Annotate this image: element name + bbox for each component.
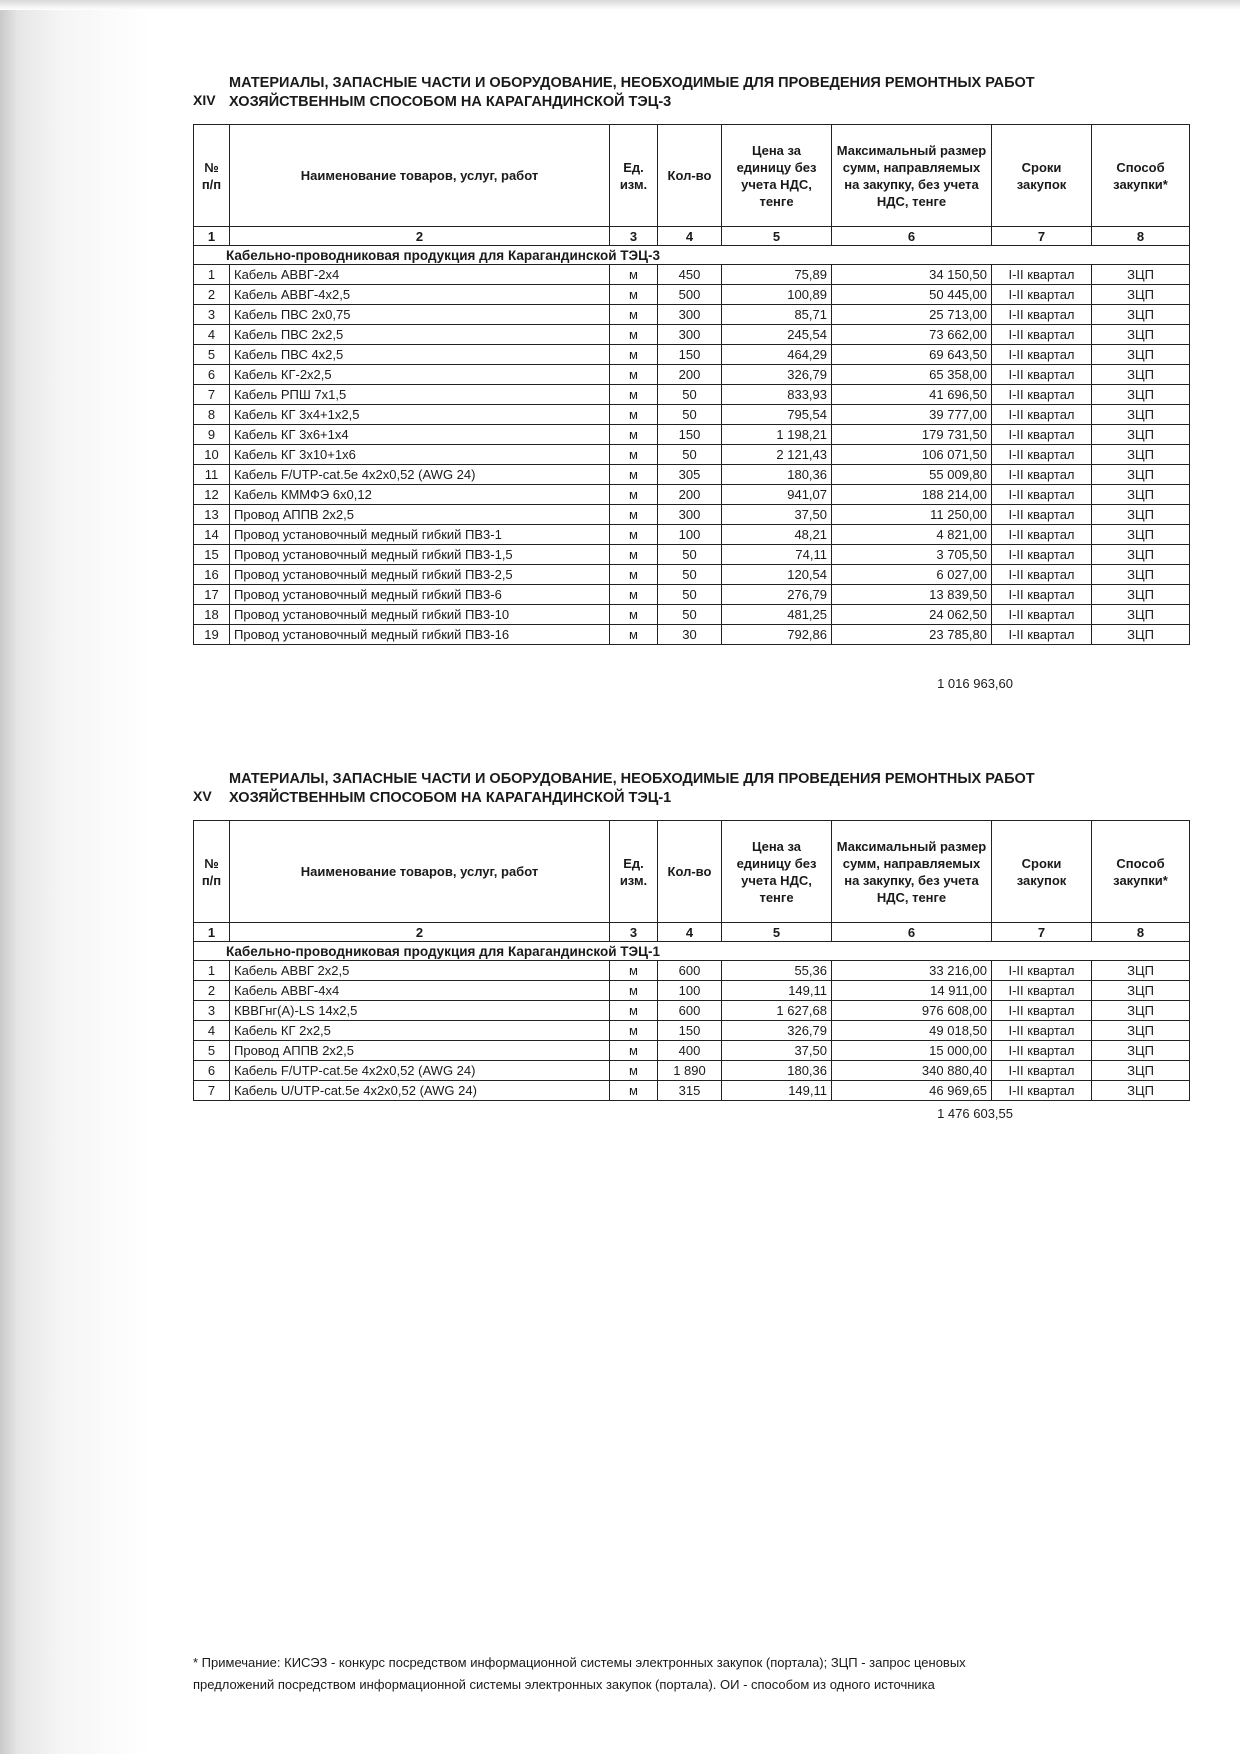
row-number: 7: [194, 385, 230, 405]
header-cell: Ед. изм.: [610, 125, 658, 227]
max-amount: 13 839,50: [832, 585, 992, 605]
column-number: 7: [992, 227, 1092, 246]
unit: м: [610, 265, 658, 285]
table-row: [194, 1041, 1190, 1061]
max-amount: 6 027,00: [832, 565, 992, 585]
section-title: [229, 770, 1169, 808]
item-name: Провод установочный медный гибкий ПВ3-2,5: [230, 565, 610, 585]
group-row: [194, 246, 1190, 265]
header-cell: Максимальный размер сумм, направляемых на закупку, без учета НДС, тенге: [832, 125, 992, 227]
quantity: 200: [658, 365, 722, 385]
column-number: 4: [658, 227, 722, 246]
header-cell: Цена за единицу без учета НДС, тенге: [722, 125, 832, 227]
max-amount: 15 000,00: [832, 1041, 992, 1061]
table-row: [194, 625, 1190, 645]
unit: м: [610, 405, 658, 425]
max-amount: 14 911,00: [832, 981, 992, 1001]
table-row: [194, 605, 1190, 625]
quantity: 50: [658, 545, 722, 565]
max-amount: 65 358,00: [832, 365, 992, 385]
procurement-method: ЗЦП: [1092, 485, 1190, 505]
table-row: [194, 565, 1190, 585]
header-row: [194, 821, 1190, 923]
table-row: [194, 1021, 1190, 1041]
item-name: Кабель F/UTP-cat.5e 4x2x0,52 (AWG 24): [230, 465, 610, 485]
procurement-method: ЗЦП: [1092, 1001, 1190, 1021]
procurement-method: ЗЦП: [1092, 325, 1190, 345]
header-cell: Сроки закупок: [992, 125, 1092, 227]
row-number: 10: [194, 445, 230, 465]
header-row: [194, 125, 1190, 227]
procurement-period: I-II квартал: [992, 565, 1092, 585]
row-number: 12: [194, 485, 230, 505]
procurement-method: ЗЦП: [1092, 1081, 1190, 1101]
unit-price: 941,07: [722, 485, 832, 505]
row-number: 2: [194, 981, 230, 1001]
item-name: Кабель РПШ 7х1,5: [230, 385, 610, 405]
procurement-method: ЗЦП: [1092, 305, 1190, 325]
quantity: 300: [658, 325, 722, 345]
section-title-line1: МАТЕРИАЛЫ, ЗАПАСНЫЕ ЧАСТИ И ОБОРУДОВАНИЕ, НЕОБХОДИМЫЕ ДЛЯ ПРОВЕДЕНИЯ РЕМОНТНЫХ РАБОТ: [229, 771, 1035, 787]
max-amount: 25 713,00: [832, 305, 992, 325]
procurement-period: I-II квартал: [992, 485, 1092, 505]
table-row: [194, 981, 1190, 1001]
row-number: 17: [194, 585, 230, 605]
quantity: 50: [658, 585, 722, 605]
column-number: 5: [722, 923, 832, 942]
procurement-method: ЗЦП: [1092, 605, 1190, 625]
table-row: [194, 265, 1190, 285]
column-number: 3: [610, 227, 658, 246]
item-name: Кабель ПВС 2х2,5: [230, 325, 610, 345]
unit-price: 75,89: [722, 265, 832, 285]
column-number: 5: [722, 227, 832, 246]
row-number: 6: [194, 1061, 230, 1081]
procurement-period: I-II квартал: [992, 265, 1092, 285]
column-number: 8: [1092, 923, 1190, 942]
procurement-period: I-II квартал: [992, 465, 1092, 485]
item-name: Провод АППВ 2х2,5: [230, 1041, 610, 1061]
section-xiv: [193, 74, 1189, 691]
procurement-table: [193, 820, 1190, 1101]
quantity: 50: [658, 565, 722, 585]
table-row: [194, 425, 1190, 445]
procurement-method: ЗЦП: [1092, 525, 1190, 545]
footnote-line1: * Примечание: КИСЭЗ - конкурс посредством информационной системы электронных закупок (портала); ЗЦП - запрос ценовых: [193, 1655, 966, 1670]
item-name: Кабель F/UTP-cat.5e 4x2x0,52 (AWG 24): [230, 1061, 610, 1081]
column-number: 7: [992, 923, 1092, 942]
group-title: Кабельно-проводниковая продукция для Карагандинской ТЭЦ-1: [194, 942, 1190, 961]
column-number: 6: [832, 227, 992, 246]
unit-price: 180,36: [722, 1061, 832, 1081]
unit-price: 792,86: [722, 625, 832, 645]
max-amount: 39 777,00: [832, 405, 992, 425]
procurement-method: ЗЦП: [1092, 405, 1190, 425]
table-row: [194, 465, 1190, 485]
item-name: Кабель КГ 3х10+1х6: [230, 445, 610, 465]
table-row: [194, 525, 1190, 545]
unit: м: [610, 1041, 658, 1061]
header-cell: Наименование товаров, услуг, работ: [230, 125, 610, 227]
header-cell: Способ закупки*: [1092, 821, 1190, 923]
unit: м: [610, 425, 658, 445]
unit-price: 2 121,43: [722, 445, 832, 465]
quantity: 450: [658, 265, 722, 285]
row-number: 2: [194, 285, 230, 305]
header-cell: № п/п: [194, 821, 230, 923]
procurement-method: ЗЦП: [1092, 285, 1190, 305]
unit-price: 276,79: [722, 585, 832, 605]
procurement-method: ЗЦП: [1092, 345, 1190, 365]
unit-price: 55,36: [722, 961, 832, 981]
procurement-period: I-II квартал: [992, 325, 1092, 345]
unit-price: 120,54: [722, 565, 832, 585]
table-row: [194, 485, 1190, 505]
unit: м: [610, 365, 658, 385]
procurement-method: ЗЦП: [1092, 265, 1190, 285]
row-number: 19: [194, 625, 230, 645]
procurement-period: I-II квартал: [992, 1061, 1092, 1081]
max-amount: 55 009,80: [832, 465, 992, 485]
procurement-period: I-II квартал: [992, 305, 1092, 325]
max-amount: 24 062,50: [832, 605, 992, 625]
quantity: 150: [658, 345, 722, 365]
quantity: 50: [658, 385, 722, 405]
quantity: 400: [658, 1041, 722, 1061]
table-row: [194, 285, 1190, 305]
unit-price: 833,93: [722, 385, 832, 405]
section-header: [193, 74, 1189, 124]
procurement-period: I-II квартал: [992, 385, 1092, 405]
item-name: Кабель КГ 3х6+1х4: [230, 425, 610, 445]
column-number: 2: [230, 923, 610, 942]
table-row: [194, 385, 1190, 405]
unit-price: 795,54: [722, 405, 832, 425]
section-number: XIV: [193, 92, 216, 108]
procurement-method: ЗЦП: [1092, 961, 1190, 981]
procurement-period: I-II квартал: [992, 545, 1092, 565]
procurement-period: I-II квартал: [992, 425, 1092, 445]
quantity: 200: [658, 485, 722, 505]
section-xv: [193, 770, 1189, 1121]
item-name: Кабель ПВС 2х0,75: [230, 305, 610, 325]
header-cell: Максимальный размер сумм, направляемых на закупку, без учета НДС, тенге: [832, 821, 992, 923]
unit-price: 37,50: [722, 505, 832, 525]
max-amount: 73 662,00: [832, 325, 992, 345]
table-row: [194, 365, 1190, 385]
header-cell: Способ закупки*: [1092, 125, 1190, 227]
table-row: [194, 1001, 1190, 1021]
footnote-line2: предложений посредством информационной системы электронных закупок (портала). ОИ - способом из одного источника: [193, 1677, 935, 1692]
max-amount: 179 731,50: [832, 425, 992, 445]
quantity: 305: [658, 465, 722, 485]
procurement-period: I-II квартал: [992, 445, 1092, 465]
column-number: 1: [194, 227, 230, 246]
item-name: КВВГнг(А)-LS 14х2,5: [230, 1001, 610, 1021]
footnote: [193, 1652, 1153, 1696]
unit: м: [610, 525, 658, 545]
section-number: XV: [193, 788, 212, 804]
row-number: 4: [194, 325, 230, 345]
table-row: [194, 545, 1190, 565]
row-number: 7: [194, 1081, 230, 1101]
table-row: [194, 505, 1190, 525]
column-number: 8: [1092, 227, 1190, 246]
row-number: 6: [194, 365, 230, 385]
item-name: Кабель КГ 2х2,5: [230, 1021, 610, 1041]
procurement-period: I-II квартал: [992, 961, 1092, 981]
group-row: [194, 942, 1190, 961]
unit-price: 1 627,68: [722, 1001, 832, 1021]
row-number: 13: [194, 505, 230, 525]
item-name: Кабель КГ 3х4+1х2,5: [230, 405, 610, 425]
procurement-method: ЗЦП: [1092, 565, 1190, 585]
max-amount: 188 214,00: [832, 485, 992, 505]
unit: м: [610, 625, 658, 645]
unit: м: [610, 1061, 658, 1081]
procurement-method: ЗЦП: [1092, 365, 1190, 385]
quantity: 50: [658, 405, 722, 425]
section-header: [193, 770, 1189, 820]
unit: м: [610, 465, 658, 485]
procurement-period: I-II квартал: [992, 625, 1092, 645]
section-total: 1 016 963,60: [937, 676, 1013, 691]
procurement-method: ЗЦП: [1092, 425, 1190, 445]
table-row: [194, 961, 1190, 981]
table-row: [194, 325, 1190, 345]
row-number: 18: [194, 605, 230, 625]
unit: м: [610, 505, 658, 525]
procurement-period: I-II квартал: [992, 345, 1092, 365]
unit: м: [610, 981, 658, 1001]
binding-shadow: [0, 0, 150, 1754]
row-number: 5: [194, 345, 230, 365]
header-cell: Сроки закупок: [992, 821, 1092, 923]
procurement-method: ЗЦП: [1092, 981, 1190, 1001]
row-number: 1: [194, 961, 230, 981]
section-total: 1 476 603,55: [937, 1106, 1013, 1121]
row-number: 4: [194, 1021, 230, 1041]
column-number-row: [194, 923, 1190, 942]
item-name: Провод установочный медный гибкий ПВ3-6: [230, 585, 610, 605]
quantity: 600: [658, 1001, 722, 1021]
procurement-period: I-II квартал: [992, 605, 1092, 625]
section-title-line2: ХОЗЯЙСТВЕННЫМ СПОСОБОМ НА КАРАГАНДИНСКОЙ ТЭЦ-1: [229, 790, 672, 806]
unit: м: [610, 385, 658, 405]
unit-price: 326,79: [722, 1021, 832, 1041]
item-name: Провод установочный медный гибкий ПВ3-16: [230, 625, 610, 645]
quantity: 315: [658, 1081, 722, 1101]
unit-price: 149,11: [722, 981, 832, 1001]
procurement-period: I-II квартал: [992, 1041, 1092, 1061]
row-number: 16: [194, 565, 230, 585]
max-amount: 69 643,50: [832, 345, 992, 365]
procurement-table: [193, 124, 1190, 645]
unit: м: [610, 1021, 658, 1041]
unit: м: [610, 565, 658, 585]
procurement-method: ЗЦП: [1092, 625, 1190, 645]
max-amount: 3 705,50: [832, 545, 992, 565]
max-amount: 50 445,00: [832, 285, 992, 305]
quantity: 300: [658, 305, 722, 325]
item-name: Провод установочный медный гибкий ПВ3-1: [230, 525, 610, 545]
item-name: Кабель АВВГ-4х4: [230, 981, 610, 1001]
row-number: 3: [194, 305, 230, 325]
unit: м: [610, 961, 658, 981]
unit-price: 180,36: [722, 465, 832, 485]
section-title-line1: МАТЕРИАЛЫ, ЗАПАСНЫЕ ЧАСТИ И ОБОРУДОВАНИЕ, НЕОБХОДИМЫЕ ДЛЯ ПРОВЕДЕНИЯ РЕМОНТНЫХ РАБОТ: [229, 75, 1035, 91]
quantity: 100: [658, 981, 722, 1001]
row-number: 15: [194, 545, 230, 565]
unit: м: [610, 325, 658, 345]
procurement-period: I-II квартал: [992, 505, 1092, 525]
quantity: 300: [658, 505, 722, 525]
procurement-method: ЗЦП: [1092, 465, 1190, 485]
table-row: [194, 1061, 1190, 1081]
section-title-line2: ХОЗЯЙСТВЕННЫМ СПОСОБОМ НА КАРАГАНДИНСКОЙ ТЭЦ-3: [229, 94, 672, 110]
item-name: Провод АППВ 2х2,5: [230, 505, 610, 525]
group-title: Кабельно-проводниковая продукция для Карагандинской ТЭЦ-3: [194, 246, 1190, 265]
item-name: Провод установочный медный гибкий ПВ3-10: [230, 605, 610, 625]
item-name: Кабель ПВС 4х2,5: [230, 345, 610, 365]
max-amount: 23 785,80: [832, 625, 992, 645]
column-number: 2: [230, 227, 610, 246]
max-amount: 33 216,00: [832, 961, 992, 981]
table-row: [194, 405, 1190, 425]
row-number: 1: [194, 265, 230, 285]
max-amount: 46 969,65: [832, 1081, 992, 1101]
quantity: 500: [658, 285, 722, 305]
quantity: 150: [658, 425, 722, 445]
procurement-method: ЗЦП: [1092, 1021, 1190, 1041]
unit-price: 100,89: [722, 285, 832, 305]
unit: м: [610, 545, 658, 565]
procurement-period: I-II квартал: [992, 525, 1092, 545]
quantity: 600: [658, 961, 722, 981]
column-number: 1: [194, 923, 230, 942]
table-row: [194, 345, 1190, 365]
quantity: 30: [658, 625, 722, 645]
procurement-period: I-II квартал: [992, 405, 1092, 425]
unit: м: [610, 1001, 658, 1021]
quantity: 50: [658, 605, 722, 625]
item-name: Кабель U/UTP-cat.5e 4x2x0,52 (AWG 24): [230, 1081, 610, 1101]
procurement-method: ЗЦП: [1092, 385, 1190, 405]
quantity: 150: [658, 1021, 722, 1041]
row-number: 9: [194, 425, 230, 445]
procurement-period: I-II квартал: [992, 585, 1092, 605]
header-cell: Цена за единицу без учета НДС, тенге: [722, 821, 832, 923]
unit-price: 37,50: [722, 1041, 832, 1061]
column-number: 6: [832, 923, 992, 942]
max-amount: 11 250,00: [832, 505, 992, 525]
header-cell: Наименование товаров, услуг, работ: [230, 821, 610, 923]
max-amount: 34 150,50: [832, 265, 992, 285]
procurement-period: I-II квартал: [992, 285, 1092, 305]
max-amount: 976 608,00: [832, 1001, 992, 1021]
max-amount: 106 071,50: [832, 445, 992, 465]
row-number: 8: [194, 405, 230, 425]
procurement-method: ЗЦП: [1092, 505, 1190, 525]
table-row: [194, 1081, 1190, 1101]
row-number: 5: [194, 1041, 230, 1061]
table-row: [194, 305, 1190, 325]
header-cell: Кол-во: [658, 821, 722, 923]
item-name: Кабель АВВГ 2х2,5: [230, 961, 610, 981]
unit-price: 245,54: [722, 325, 832, 345]
procurement-method: ЗЦП: [1092, 445, 1190, 465]
table-row: [194, 445, 1190, 465]
max-amount: 4 821,00: [832, 525, 992, 545]
max-amount: 49 018,50: [832, 1021, 992, 1041]
procurement-period: I-II квартал: [992, 1021, 1092, 1041]
unit-price: 464,29: [722, 345, 832, 365]
unit-price: 326,79: [722, 365, 832, 385]
item-name: Кабель КГ-2х2,5: [230, 365, 610, 385]
unit-price: 1 198,21: [722, 425, 832, 445]
page-top-edge: [0, 0, 1240, 10]
row-number: 11: [194, 465, 230, 485]
quantity: 50: [658, 445, 722, 465]
unit: м: [610, 285, 658, 305]
unit: м: [610, 485, 658, 505]
procurement-method: ЗЦП: [1092, 1061, 1190, 1081]
procurement-period: I-II квартал: [992, 981, 1092, 1001]
unit: м: [610, 445, 658, 465]
row-number: 14: [194, 525, 230, 545]
section-title: [229, 74, 1169, 112]
procurement-method: ЗЦП: [1092, 1041, 1190, 1061]
procurement-method: ЗЦП: [1092, 545, 1190, 565]
item-name: Кабель АВВГ-4х2,5: [230, 285, 610, 305]
unit-price: 85,71: [722, 305, 832, 325]
table-row: [194, 585, 1190, 605]
item-name: Провод установочный медный гибкий ПВ3-1,5: [230, 545, 610, 565]
unit-price: 481,25: [722, 605, 832, 625]
unit: м: [610, 345, 658, 365]
column-number: 3: [610, 923, 658, 942]
procurement-period: I-II квартал: [992, 1001, 1092, 1021]
item-name: Кабель КММФЭ 6х0,12: [230, 485, 610, 505]
procurement-method: ЗЦП: [1092, 585, 1190, 605]
max-amount: 41 696,50: [832, 385, 992, 405]
item-name: Кабель АВВГ-2х4: [230, 265, 610, 285]
unit: м: [610, 305, 658, 325]
unit-price: 74,11: [722, 545, 832, 565]
header-cell: № п/п: [194, 125, 230, 227]
quantity: 1 890: [658, 1061, 722, 1081]
procurement-period: I-II квартал: [992, 365, 1092, 385]
column-number: 4: [658, 923, 722, 942]
procurement-period: I-II квартал: [992, 1081, 1092, 1101]
unit: м: [610, 1081, 658, 1101]
header-cell: Кол-во: [658, 125, 722, 227]
unit-price: 149,11: [722, 1081, 832, 1101]
unit: м: [610, 605, 658, 625]
max-amount: 340 880,40: [832, 1061, 992, 1081]
unit: м: [610, 585, 658, 605]
column-number-row: [194, 227, 1190, 246]
header-cell: Ед. изм.: [610, 821, 658, 923]
row-number: 3: [194, 1001, 230, 1021]
quantity: 100: [658, 525, 722, 545]
unit-price: 48,21: [722, 525, 832, 545]
